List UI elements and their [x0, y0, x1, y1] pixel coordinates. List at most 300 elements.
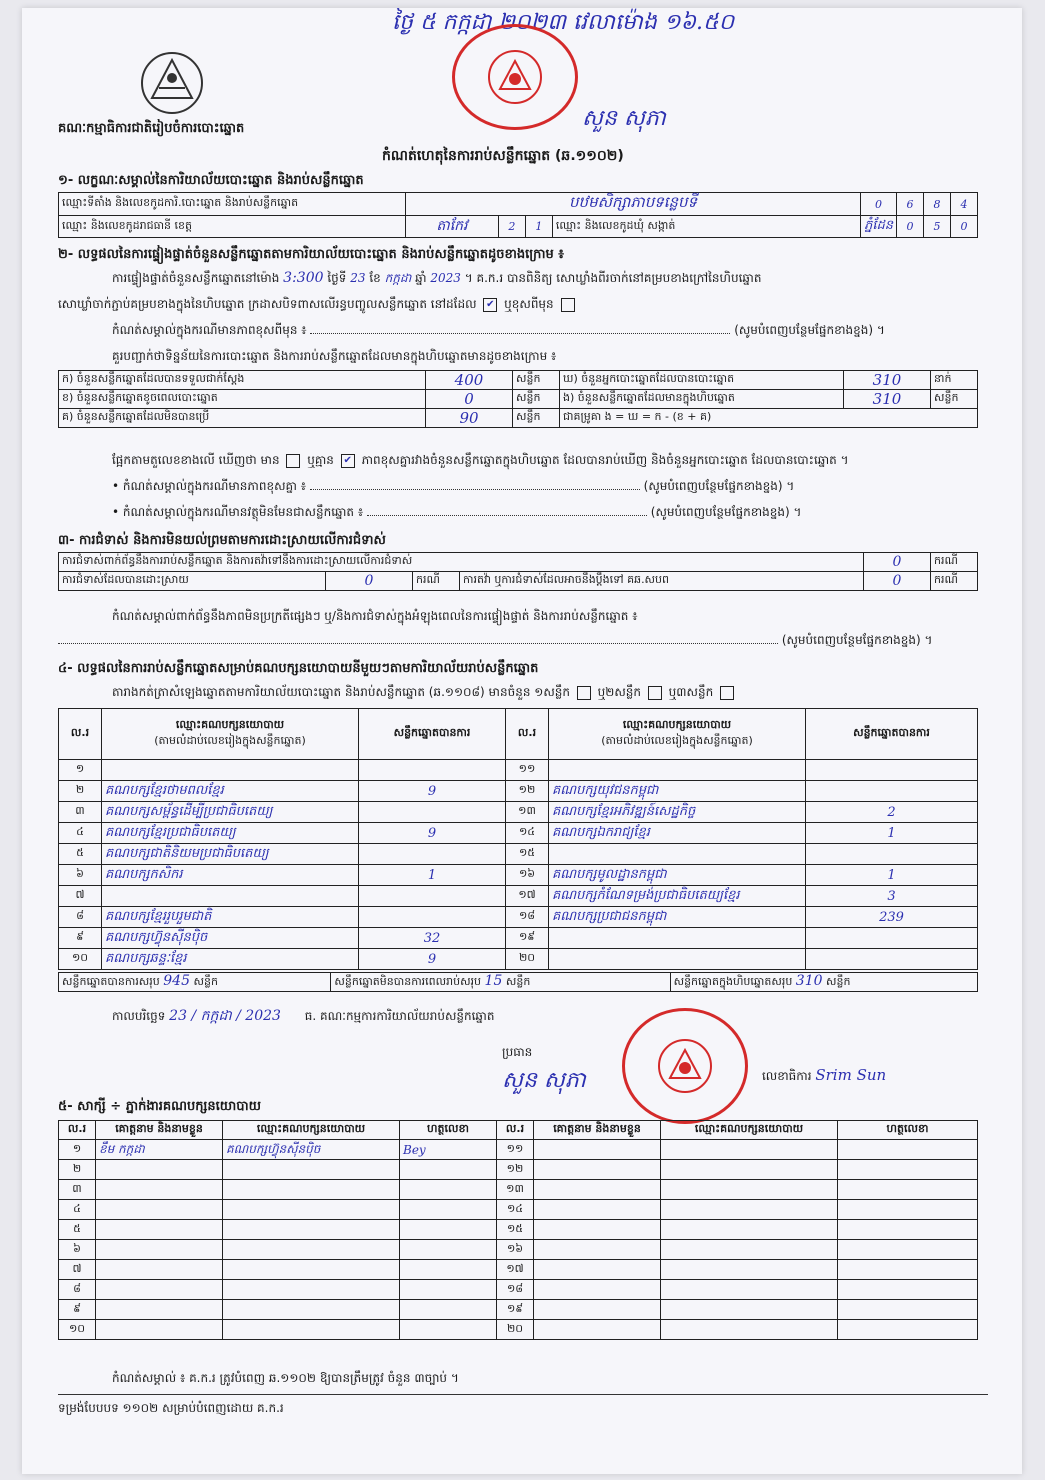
unit: សន្លឹក [826, 975, 851, 988]
col-party [102, 709, 359, 760]
witness-party [661, 1320, 838, 1340]
party-name: គណបក្សមូលដ្ឋានកម្ពុជា [549, 865, 806, 886]
witness-name [96, 1200, 223, 1220]
row-no: ១៥ [506, 844, 549, 865]
spoiled-label: ខ) ចំនួនសន្លឹកឆ្នោតខូចពេលបោះឆ្នោត [59, 390, 426, 409]
row-no: ៣ [59, 1180, 96, 1200]
note1-fill-hint: (សូមបំពេញបន្ថែមផ្នែកខាងខ្នង) ។ [734, 323, 885, 337]
totals-table [58, 972, 978, 992]
col-party-label: ឈ្មោះគណបក្សនយោបាយ [175, 718, 285, 731]
row-no: ៧ [59, 1260, 96, 1280]
total-box-cell [670, 973, 977, 992]
table-row [59, 928, 978, 949]
party-name: គណបក្សខ្មែរអភិវឌ្ឍន៍សេដ្ឋកិច្ច [549, 802, 806, 823]
objection-label: ការជំទាស់ពាក់ព័ន្ធនឹងការរាប់សន្លឹកឆ្នោត និងការតវ៉ាទៅនឹងការដោះស្រាយលើការជំទាស់ [59, 553, 864, 572]
note1-label: កំណត់សម្គាល់ក្នុងករណីមានភាពខុសពីមុន ៖ [112, 323, 307, 337]
committee-label: ធ. គណៈកម្មការការិយាល័យរាប់សន្លឹកឆ្នោត [304, 1009, 495, 1023]
section1-table [58, 192, 978, 238]
row-no: ៦ [59, 865, 102, 886]
party-results-table [58, 708, 978, 970]
total-invalid-cell [331, 973, 670, 992]
witness-name [534, 1220, 661, 1240]
unit: សន្លឹក [505, 975, 531, 988]
witness-name [534, 1180, 661, 1200]
committee-logo [137, 48, 207, 122]
table-row [59, 760, 978, 781]
month-value: កក្កដា [384, 271, 412, 285]
row-no: ៨ [59, 1280, 96, 1300]
verification-text: ការផ្ទៀងផ្ទាត់ចំនួនសន្លឹកឆ្នោតនៅម៉ោង [112, 271, 280, 285]
row-no: ១២ [497, 1160, 534, 1180]
form-title: កំណត់ហេតុនៃការរាប់សន្លឹកឆ្នោត (ឆ.១១០២) [382, 148, 624, 164]
col-party-sub: (តាមលំដាប់លេខរៀងក្នុងសន្លឹកឆ្នោត) [601, 734, 753, 747]
row-no: ១២ [506, 781, 549, 802]
location-label: ឈ្មោះទីតាំង និងលេខកូដការិ.បោះឆ្នោត និងរាប់សន្លឹកឆ្នោត [59, 193, 406, 216]
handwritten-name: សួន សុភា [582, 106, 666, 131]
footer-note: កំណត់សម្គាល់ ៖ គ.ក.រ ត្រូវបំពេញ ឆ.១១០២ ឱ្យបានត្រឹមត្រូវ ចំនួន ៣ច្បាប់ ។ [112, 1371, 459, 1385]
witness-party [223, 1180, 400, 1200]
col-party-sub: (តាមលំដាប់លេខរៀងក្នុងសន្លឹកឆ្នោត) [154, 734, 306, 747]
row-no: ១ [59, 1140, 96, 1160]
table-row [59, 844, 978, 865]
two-sheet-checkbox[interactable] [648, 686, 662, 700]
table-row [59, 781, 978, 802]
witness-name [96, 1160, 223, 1180]
objection-table [58, 552, 978, 591]
one-sheet-checkbox[interactable] [577, 686, 591, 700]
witness-signature [838, 1300, 978, 1320]
party-name [549, 928, 806, 949]
witness-signature [838, 1220, 978, 1240]
witness-party: គណបក្សហ៊្វុនស៊ីនប៉ិច [223, 1140, 400, 1160]
row-no: ១៣ [497, 1180, 534, 1200]
witness-name [96, 1180, 223, 1200]
vote-count [359, 886, 506, 907]
section3-fill-hint: (សូមបំពេញបន្ថែមផ្នែកខាងខ្នង) ។ [781, 633, 933, 647]
witness-name [534, 1200, 661, 1220]
year-label: ឆ្នាំ [415, 271, 427, 285]
month-label: ខែ [369, 271, 381, 285]
commune-value: ភ្នំដែន [861, 216, 897, 238]
row-no: ៥ [59, 1220, 96, 1240]
table-row [59, 1240, 978, 1260]
spoiled-value: 0 [426, 390, 513, 409]
discrepancy-line [112, 452, 1002, 470]
col-votes: សន្លឹកឆ្នោតបានការ [806, 709, 978, 760]
day-value: 23 [350, 271, 366, 285]
year-value: 2023 [430, 271, 461, 285]
footer-divider [58, 1394, 988, 1395]
total-box-value: 310 [795, 973, 823, 989]
col-sign: ហត្ថលេខា [400, 1121, 497, 1140]
commune-code-digit: 0 [897, 216, 924, 238]
row-no: ១៨ [506, 907, 549, 928]
vote-count: 9 [359, 781, 506, 802]
table-row [59, 823, 978, 844]
vote-count [806, 949, 978, 970]
party-name: គណបក្សឯករាជ្យខ្មែរ [549, 823, 806, 844]
discrepancy-rest: ភាពខុសគ្នារវាងចំនួនសន្លឹកឆ្នោតក្នុងហិបឆ្នោត ដែលបានរាប់ឃើញ និងចំនួនអ្នកបោះឆ្នោត ដែលបានបោះឆ្នោត ។ [361, 453, 849, 467]
section1-title: ១- លក្ខណៈសម្គាល់នៃការិយាល័យបោះឆ្នោត និងរាប់សន្លឹកឆ្នោត [58, 173, 364, 188]
total-box-label: សន្លឹកឆ្នោតក្នុងហិបឆ្នោតសរុប [673, 975, 793, 988]
witness-name [96, 1320, 223, 1340]
table-row [59, 1220, 978, 1240]
note1-dots [310, 333, 730, 334]
witness-party [661, 1280, 838, 1300]
col-name: គោត្តនាម និងនាមខ្លួន [534, 1121, 661, 1140]
table-row [59, 1280, 978, 1300]
location-value: បឋមសិក្សាភាបទន្លេបទី [406, 193, 861, 216]
row-no: ៥ [59, 844, 102, 865]
unused-value: 90 [426, 409, 513, 428]
secretary-signature: Srim Sun [815, 1066, 887, 1084]
total-valid-value: 945 [163, 973, 190, 989]
official-seal-top [452, 24, 578, 130]
row-no: ១១ [506, 760, 549, 781]
party-name: គណបក្សខ្មែរថាមពលខ្មែរ [102, 781, 359, 802]
handwritten-receipt-note: ថ្ងៃ ៥ កក្កដា ២០២៣ វេលាម៉ោង ១៦.៥០ [392, 10, 735, 35]
witness-party [223, 1160, 400, 1180]
same-checkbox-checked-icon[interactable]: ✔ [483, 298, 497, 312]
bullet2-fill-hint: (សូមបំពេញបន្ថែមផ្នែកខាងខ្នង) ។ [650, 505, 802, 519]
total-invalid-label: សន្លឹកឆ្នោតមិនបានការពេលរាប់សរុប [334, 975, 482, 988]
witness-party [661, 1300, 838, 1320]
witness-party [661, 1240, 838, 1260]
unit: សន្លឹក [193, 975, 218, 988]
row-no: ១៨ [497, 1280, 534, 1300]
witness-signature [838, 1200, 978, 1220]
vote-count [806, 844, 978, 865]
section3-note-line [58, 632, 998, 650]
voters-label: ឃ) ចំនួនអ្នកបោះឆ្នោតដែលបានបោះឆ្នោត [560, 371, 844, 390]
row-no: ១៦ [497, 1240, 534, 1260]
changed-checkbox[interactable] [561, 298, 575, 312]
witness-signature [400, 1200, 497, 1220]
col-name: គោត្តនាម និងនាមខ្លួន [96, 1121, 223, 1140]
seal-check-line [58, 296, 578, 314]
secretary-line [762, 1066, 886, 1086]
witness-name [534, 1140, 661, 1160]
discrepancy-text: ផ្អែកតាមតួលេខខាងលើ ឃើញថា មាន [112, 453, 280, 467]
received-value: 400 [426, 371, 513, 390]
table-row [59, 802, 978, 823]
witness-name [96, 1260, 223, 1280]
witness-signature [400, 1180, 497, 1200]
chief-signature: សួន សុភា [502, 1068, 586, 1093]
party-name: គណបក្សយុវជនកម្ពុជា [549, 781, 806, 802]
row-no: ១០ [59, 949, 102, 970]
vote-count: 1 [806, 865, 978, 886]
row-no: ១១ [497, 1140, 534, 1160]
bullet1-label: • កំណត់សម្គាល់ក្នុងករណីមានភាពខុសគ្នា ៖ [112, 479, 307, 493]
witness-name [96, 1240, 223, 1260]
row-no: ២ [59, 1160, 96, 1180]
witness-party [223, 1220, 400, 1240]
witness-party [661, 1260, 838, 1280]
data-intro: គួរបញ្ជាក់ថាទិន្នន័យនៃការបោះឆ្នោត និងការរាប់សន្លឹកឆ្នោតដែលមានក្នុងហិបឆ្នោតមានដូចខាងក្រោម ៖ [112, 349, 557, 363]
witness-name: ខឹម កក្កដា [96, 1140, 223, 1160]
location-code-digit: 0 [861, 193, 897, 216]
date-line [112, 1006, 494, 1027]
province-value: តាកែវ [406, 216, 499, 238]
bullet2-line [112, 504, 992, 522]
chief-label: ប្រធាន [502, 1045, 533, 1059]
note1-line [112, 322, 992, 340]
col-votes: សន្លឹកឆ្នោតបានការ [359, 709, 506, 760]
witness-signature [838, 1240, 978, 1260]
row-no: ៩ [59, 928, 102, 949]
commune-label: ឈ្មោះ និងលេខកូដឃុំ សង្កាត់ [552, 216, 860, 238]
resolved-value: 0 [326, 572, 413, 591]
witness-name [534, 1240, 661, 1260]
col-no: ល.រ [59, 709, 102, 760]
row-no: ២ [59, 781, 102, 802]
row-no: ១៦ [506, 865, 549, 886]
table-row [59, 1200, 978, 1220]
section3-dots [58, 643, 778, 644]
sheet-count-line [112, 684, 737, 702]
col-no: ល.រ [506, 709, 549, 760]
vote-count: 2 [806, 802, 978, 823]
vote-count [806, 928, 978, 949]
col-sign: ហត្ថលេខា [838, 1121, 978, 1140]
witness-signature [400, 1260, 497, 1280]
witness-signature [400, 1320, 497, 1340]
witness-party [223, 1260, 400, 1280]
row-no: ១៧ [497, 1260, 534, 1280]
three-sheet-label: ឬ៣សន្លឹក [668, 685, 714, 699]
witness-signature [400, 1300, 497, 1320]
witness-name [96, 1280, 223, 1300]
witness-party [223, 1300, 400, 1320]
row-no: ១៩ [497, 1300, 534, 1320]
unit: ករណី [931, 553, 978, 572]
row-no: ១៥ [497, 1220, 534, 1240]
table-row [59, 1320, 978, 1340]
vote-count: 1 [359, 865, 506, 886]
witness-party [223, 1280, 400, 1300]
witness-name [96, 1220, 223, 1240]
objection-value: 0 [864, 553, 931, 572]
date-label: កាលបរិច្ឆេទ [112, 1009, 166, 1023]
party-name: គណបក្សឆន្ទៈខ្មែរ [102, 949, 359, 970]
col-party-label: ឈ្មោះគណបក្សនយោបាយ [622, 718, 732, 731]
sheet-count-text: តារាងកត់ត្រាសំឡេងឆ្នោតតាមការិយាល័យបោះឆ្នោត និងរាប់សន្លឹកឆ្នោត (ឆ.១១០៨) មានចំនួន ១សន្លឹក [112, 685, 570, 699]
commune-code-digit: 0 [951, 216, 978, 238]
witness-signature [400, 1160, 497, 1180]
appeal-value: 0 [864, 572, 931, 591]
witness-signature [838, 1280, 978, 1300]
party-name: គណបក្សខ្មែរប្រជាធិបតេយ្យ [102, 823, 359, 844]
unused-label: គ) ចំនួនសន្លឹកឆ្នោតដែលមិនបានប្រើ [59, 409, 426, 428]
location-code-digit: 8 [924, 193, 951, 216]
row-no: ១៤ [506, 823, 549, 844]
bullet2-label: • កំណត់សម្គាល់ក្នុងករណីមានវត្ថុមិនមែនជាសន្លឹកឆ្នោត ៖ [112, 505, 364, 519]
col-party: ឈ្មោះគណបក្សនយោបាយ [223, 1121, 400, 1140]
table-row [59, 1260, 978, 1280]
witness-signature [838, 1160, 978, 1180]
witness-signature [400, 1280, 497, 1300]
witness-name [534, 1320, 661, 1340]
vote-count: 9 [359, 949, 506, 970]
witness-name [534, 1280, 661, 1300]
unit: សន្លឹក [513, 390, 560, 409]
seal-check-text: សោឃ្លាំចាក់ភ្ជាប់គម្របខាងក្នុងនៃហិបឆ្នោត ក្រដាសបិទពាសលើរន្ធបញ្ចូលសន្លឹកឆ្នោត នៅដដែល [58, 297, 477, 311]
province-label: ឈ្មោះ និងលេខកូដរាជធានី ខេត្ត [59, 216, 406, 238]
total-valid-label: សន្លឹកឆ្នោតបានការសរុប [62, 975, 160, 988]
party-name [549, 760, 806, 781]
witness-signature [838, 1180, 978, 1200]
date-value: 23 / កក្កដា / 2023 [169, 1008, 281, 1024]
time-value: 3:300 [283, 270, 324, 286]
formula-label: ជាគម្រូគា ង = ឃ = ក - (ខ + គ) [560, 409, 978, 428]
party-name: គណបក្សហ៊្វុនស៊ីនប៉ិច [102, 928, 359, 949]
party-name: គណបក្សសម្ព័ន្ធដើម្បីប្រជាធិបតេយ្យ [102, 802, 359, 823]
party-name [102, 886, 359, 907]
section5-title: ៥- សាក្សី ÷ ភ្នាក់ងារគណបក្សនយោបាយ [58, 1099, 261, 1114]
location-code-digit: 6 [897, 193, 924, 216]
table-row [59, 1180, 978, 1200]
row-no: ២០ [497, 1320, 534, 1340]
location-code-digit: 4 [951, 193, 978, 216]
vote-count [806, 760, 978, 781]
row-no: ៣ [59, 802, 102, 823]
two-sheet-label: ឬ២សន្លឹក [597, 685, 642, 699]
row-no: ៤ [59, 1200, 96, 1220]
witness-party [661, 1160, 838, 1180]
table-row [59, 1300, 978, 1320]
witness-party [223, 1320, 400, 1340]
resolved-label: ការជំទាស់ដែលបានដោះស្រាយ [59, 572, 326, 591]
day-label: ថ្ងៃទី [327, 271, 347, 285]
section4-title: ៤- លទ្ធផលនៃការរាប់សន្លឹកឆ្នោតសម្រាប់គណបក្សនយោបាយនីមួយៗតាមការិយាល័យរាប់សន្លឹកឆ្នោត [58, 661, 539, 676]
row-no: ២០ [506, 949, 549, 970]
no-discrepancy-checkbox-checked-icon[interactable]: ✔ [341, 454, 355, 468]
witness-party [223, 1240, 400, 1260]
section2-title: ២- លទ្ធផលនៃការផ្ទៀងផ្ទាត់ចំនួនសន្លឹកឆ្នោតតាមការិយាល័យបោះឆ្នោត និងរាប់សន្លឹកឆ្នោតដូចខាងក្រោម ៖ [58, 247, 564, 262]
row-no: ១០ [59, 1320, 96, 1340]
verification-rest: ។ គ.ក.រ បានពិនិត្យ សោឃ្លាំងពីរចាក់នៅគម្របខាងក្រៅនៃហិបឆ្នោត [464, 271, 762, 285]
official-seal-bottom [622, 1008, 748, 1124]
seal-emblem-icon [650, 1036, 720, 1096]
ballot-count-table [58, 370, 978, 428]
witness-signature [838, 1140, 978, 1160]
org-name: គណៈកម្មាធិការជាតិរៀបចំការបោះឆ្នោត [58, 121, 245, 136]
received-label: ក) ចំនួនសន្លឹកឆ្នោតដែលបានទទួលជាក់ស្តែង [59, 371, 426, 390]
bullet1-line [112, 478, 992, 496]
witness-party [661, 1200, 838, 1220]
witness-table [58, 1120, 978, 1340]
row-no: ៨ [59, 907, 102, 928]
party-name: គណបក្សកំណែទម្រង់ប្រជាធិបតេយ្យខ្មែរ [549, 886, 806, 907]
row-no: ៦ [59, 1240, 96, 1260]
vote-count: 9 [359, 823, 506, 844]
party-name: គណបក្សខ្មែររួបរួមជាតិ [102, 907, 359, 928]
row-no: ១៧ [506, 886, 549, 907]
appeal-label: ការតវ៉ា ឬការជំទាស់ដែលអាចនឹងប្តឹងទៅ គឆ.សបព [460, 572, 864, 591]
vote-count: 3 [806, 886, 978, 907]
col-no: ល.រ [497, 1121, 534, 1140]
voters-value: 310 [844, 371, 931, 390]
unit: ករណី [931, 572, 978, 591]
bullet2-dots [367, 515, 647, 516]
vote-count [806, 781, 978, 802]
province-code-digit: 2 [498, 216, 525, 238]
section3-note: កំណត់សម្គាល់ពាក់ព័ន្ធនឹងភាពមិនប្រក្រតីផ្សេងៗ ឬ/និងការជំទាស់ក្នុងអំឡុងពេលនៃការផ្ទៀងផ្ទាត់ និងការរាប់សន្លឹកឆ្នោត ៖ [112, 609, 638, 623]
vote-count [359, 907, 506, 928]
witness-name [534, 1300, 661, 1320]
table-row [59, 949, 978, 970]
vote-count: 32 [359, 928, 506, 949]
vote-count [359, 760, 506, 781]
row-no: ៤ [59, 823, 102, 844]
table-row [59, 886, 978, 907]
document-page [22, 8, 1022, 1474]
changed-label: ឬខុសពីមុន [504, 297, 554, 311]
nec-emblem-icon [137, 48, 207, 118]
unit: សន្លឹក [513, 409, 560, 428]
witness-signature: Bey [400, 1140, 497, 1160]
table-row [59, 865, 978, 886]
total-invalid-value: 15 [484, 973, 503, 989]
witness-party [661, 1180, 838, 1200]
row-no: ១៣ [506, 802, 549, 823]
witness-signature [838, 1260, 978, 1280]
col-party [549, 709, 806, 760]
witness-party [661, 1220, 838, 1240]
inbox-value: 310 [844, 390, 931, 409]
unit: នាក់ [931, 371, 978, 390]
vote-count [359, 802, 506, 823]
footer-form-name: ទម្រង់បែបបទ ១១០២ សម្រាប់បំពេញដោយ គ.ក.រ [58, 1401, 284, 1415]
table-row [59, 1160, 978, 1180]
verification-line [112, 270, 992, 288]
row-no: ៧ [59, 886, 102, 907]
row-no: ១ [59, 760, 102, 781]
province-code-digit: 1 [525, 216, 552, 238]
witness-party [223, 1200, 400, 1220]
has-discrepancy-checkbox[interactable] [286, 454, 300, 468]
row-no: ៩ [59, 1300, 96, 1320]
three-sheet-checkbox[interactable] [720, 686, 734, 700]
total-valid-cell [59, 973, 331, 992]
witness-name [534, 1260, 661, 1280]
party-name: គណបក្សប្រជាជនកម្ពុជា [549, 907, 806, 928]
col-no: ល.រ [59, 1121, 96, 1140]
witness-signature [400, 1240, 497, 1260]
party-name [549, 949, 806, 970]
vote-count: 239 [806, 907, 978, 928]
col-party: ឈ្មោះគណបក្សនយោបាយ [661, 1121, 838, 1140]
party-name [102, 760, 359, 781]
row-no: ១៤ [497, 1200, 534, 1220]
secretary-label: លេខាធិការ [762, 1069, 812, 1083]
bullet1-dots [310, 489, 640, 490]
vote-count [359, 844, 506, 865]
unit: ករណី [413, 572, 460, 591]
witness-signature [838, 1320, 978, 1340]
witness-signature [400, 1220, 497, 1240]
unit: សន្លឹក [931, 390, 978, 409]
witness-name [534, 1160, 661, 1180]
witness-name [96, 1300, 223, 1320]
row-no: ១៩ [506, 928, 549, 949]
table-row [59, 1140, 978, 1160]
party-name: គណបក្សជាតិនិយមប្រជាធិបតេយ្យ [102, 844, 359, 865]
witness-party [661, 1140, 838, 1160]
bullet1-fill-hint: (សូមបំពេញបន្ថែមផ្នែកខាងខ្នង) ។ [643, 479, 795, 493]
unit: សន្លឹក [513, 371, 560, 390]
